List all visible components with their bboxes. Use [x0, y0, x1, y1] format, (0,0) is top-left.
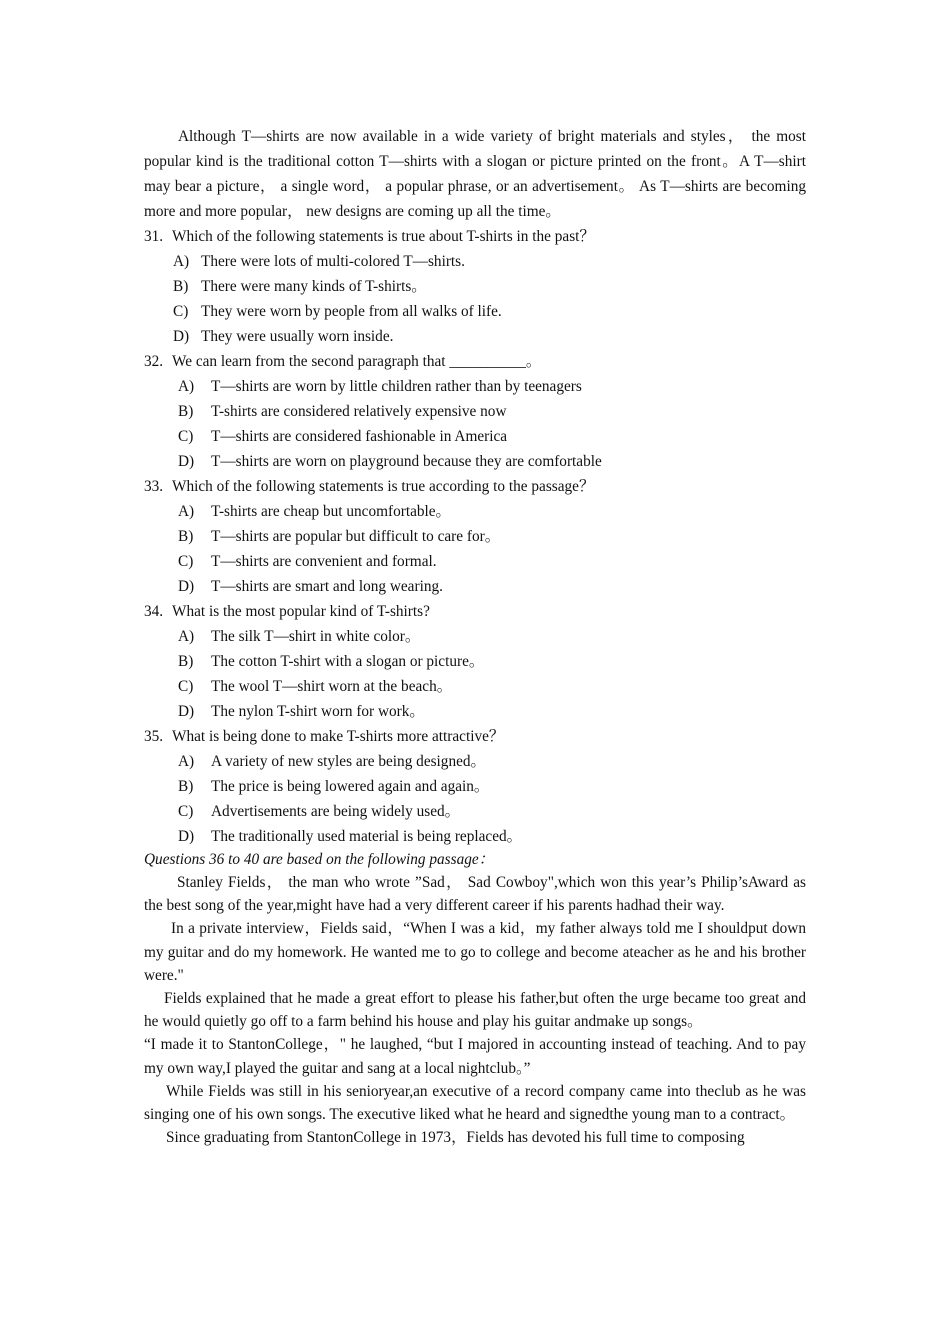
option-text: T—shirts are smart and long wearing.	[211, 578, 443, 595]
passage-paragraph: In a private interview，Fields said，“When I was a kid，my father always told me I shouldput down my guitar and do my homework. He wanted me to go to college and become ateacher as he and his brother were."	[144, 920, 806, 984]
passage-paragraph: Stanley Fields， the man who wrote ”Sad， Sad Cowboy",which won this year’s Philip’sAward as the best song of the year,might have had a very different career if his parents hadhad their way.	[144, 874, 806, 915]
passage-paragraph: While Fields was still in his senioryear,an executive of a record company came into theclub as he was singing one of his own songs. The executive liked what he heard and signedthe young man to a contract。	[144, 1082, 806, 1124]
passage-paragraph: “I made it to StantonCollege，" he laughed, “but I majored in accounting instead of teaching. And to pay my own way,I played the guitar and sang at a local nightclub。”	[144, 1036, 806, 1077]
option-label: C)	[178, 803, 194, 820]
option-a	[144, 749, 806, 774]
option-text: A variety of new styles are being designed。	[211, 753, 486, 770]
option-text: There were lots of multi-colored T—shirts.	[201, 253, 465, 270]
option-text: The cotton T-shirt with a slogan or picture。	[211, 653, 485, 670]
question-stem	[144, 224, 806, 249]
option-d	[144, 574, 806, 599]
option-text: The traditionally used material is being replaced。	[211, 828, 522, 845]
option-a	[144, 374, 806, 399]
option-label: A)	[178, 378, 195, 395]
option-c	[144, 299, 806, 324]
question-number: 33.	[144, 478, 164, 495]
question-number: 35.	[144, 728, 164, 745]
option-label: A)	[173, 253, 190, 270]
option-a	[144, 249, 806, 274]
option-b	[144, 774, 806, 799]
passage-paragraph: Since graduating from StantonCollege in 1973，Fields has devoted his full time to composing	[166, 1129, 745, 1147]
option-label: C)	[178, 428, 194, 445]
option-b	[144, 524, 806, 549]
option-label: D)	[178, 828, 195, 845]
option-text: T-shirts are considered relatively expensive now	[211, 403, 507, 420]
option-text: The silk T—shirt in white color。	[211, 628, 421, 645]
question-stem	[144, 724, 806, 749]
option-a	[144, 624, 806, 649]
question-stem	[144, 349, 806, 374]
option-label: D)	[178, 578, 195, 595]
option-d	[144, 824, 806, 849]
option-label: B)	[178, 653, 194, 670]
option-c	[144, 424, 806, 449]
option-label: D)	[178, 703, 195, 720]
question-number: 31.	[144, 228, 164, 245]
option-label: A)	[178, 753, 195, 770]
question-text: What is the most popular kind of T-shirts?	[172, 603, 430, 620]
option-text: They were usually worn inside.	[201, 328, 394, 345]
option-b	[144, 649, 806, 674]
option-text: T—shirts are worn by little children rather than by teenagers	[211, 378, 582, 395]
question-text: Which of the following statements is true about T-shirts in the past？	[172, 228, 595, 245]
option-text: There were many kinds of T-shirts。	[201, 278, 427, 295]
option-c	[144, 674, 806, 699]
option-label: D)	[178, 453, 195, 470]
option-label: C)	[178, 553, 194, 570]
option-text: T—shirts are popular but difficult to care for。	[211, 528, 500, 545]
section-heading: Questions 36 to 40 are based on the following passage：	[144, 851, 494, 868]
option-label: C)	[173, 303, 189, 320]
option-c	[144, 549, 806, 574]
option-label: A)	[178, 503, 195, 520]
passage-paragraph: Fields explained that he made a great effort to please his father,but often the urge became too great and he would quietly go off to a farm behind his house and play his guitar andmake up songs。	[144, 990, 806, 1031]
option-text: T—shirts are worn on playground because they are comfortable	[211, 453, 602, 470]
option-label: B)	[178, 778, 194, 795]
question-number: 34.	[144, 603, 164, 620]
option-b	[144, 274, 806, 299]
question-text: What is being done to make T-shirts more attractive？	[172, 728, 505, 745]
question-stem	[144, 474, 806, 499]
option-a	[144, 499, 806, 524]
option-label: A)	[178, 628, 195, 645]
option-label: C)	[178, 678, 194, 695]
option-label: B)	[178, 403, 194, 420]
option-text: T—shirts are considered fashionable in America	[211, 428, 508, 445]
option-d	[144, 324, 806, 349]
option-label: D)	[173, 328, 190, 345]
option-text: Advertisements are being widely used。	[211, 803, 460, 820]
question-text: We can learn from the second paragraph that __________。	[172, 353, 542, 370]
option-label: B)	[178, 528, 194, 545]
document-page	[144, 124, 806, 1149]
option-text: The nylon T-shirt worn for work。	[211, 703, 425, 720]
option-text: T-shirts are cheap but uncomfortable。	[211, 503, 451, 520]
option-text: The price is being lowered again and again。	[211, 778, 490, 795]
question-31	[144, 224, 806, 349]
question-number: 32.	[144, 353, 164, 370]
option-text: T—shirts are convenient and formal.	[211, 553, 437, 570]
option-text: They were worn by people from all walks of life.	[201, 303, 502, 320]
question-stem	[144, 599, 806, 624]
question-34	[144, 599, 806, 724]
option-label: B)	[173, 278, 189, 295]
question-text: Which of the following statements is true according to the passage？	[172, 478, 595, 495]
question-35	[144, 724, 806, 849]
option-text: The wool T—shirt worn at the beach。	[211, 678, 453, 695]
option-d	[144, 449, 806, 474]
option-b	[144, 399, 806, 424]
question-33	[144, 474, 806, 599]
question-32	[144, 349, 806, 474]
passage-paragraph: Although T—shirts are now available in a wide variety of bright materials and styles， the most popular kind is the traditional cotton T—shirts with a slogan or picture printed on the front。A T—shirt may bear a picture， a single word， a popular phrase, or an advertisement。 As T—shirts are becoming more and more popular， new designs are coming up all the time。	[144, 128, 806, 220]
option-c	[144, 799, 806, 824]
option-d	[144, 699, 806, 724]
